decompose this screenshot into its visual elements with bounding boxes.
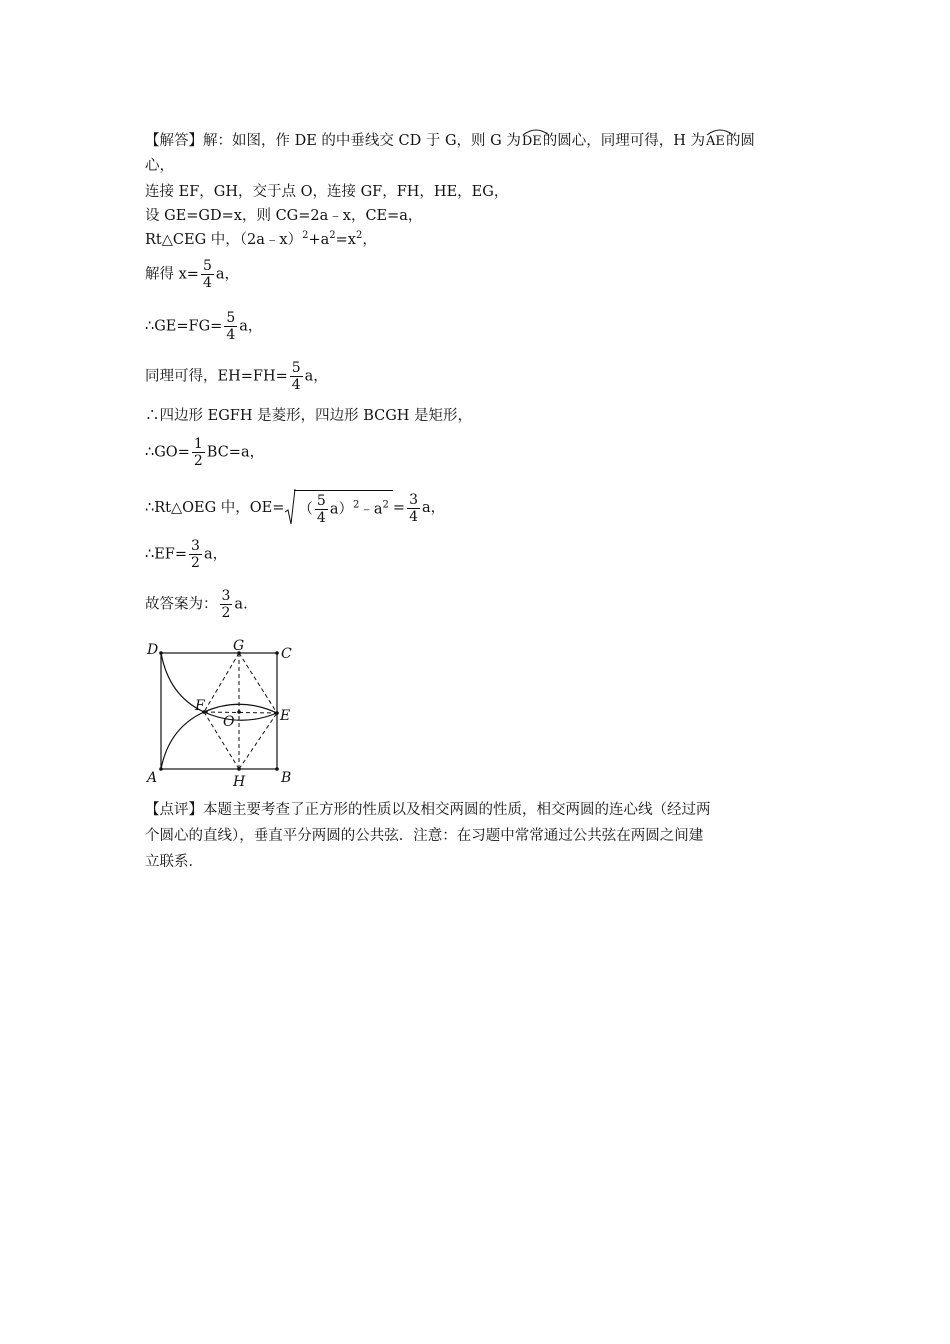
- solution-line-6: 解得 x= $\frac{5}{4}$ a，: [145, 258, 240, 291]
- label-h: H: [233, 774, 246, 790]
- fraction: $\frac{1}{2}$: [193, 436, 203, 469]
- arc-ae-curve: [161, 712, 204, 769]
- point-o: [237, 710, 241, 714]
- point-a: [159, 767, 163, 771]
- solution-line-7: ∴GE=FG= $\frac{5}{4}$ a，: [145, 310, 263, 343]
- text: 的圆: [725, 133, 755, 149]
- point-c: [275, 651, 279, 655]
- solution-line-8: 同理可得，EH=FH= $\frac{5}{4}$ a，: [145, 360, 328, 393]
- fraction: $\frac{5}{4}$: [202, 258, 212, 291]
- point-b: [275, 767, 279, 771]
- dashed-lines: [204, 653, 277, 769]
- label-b: B: [281, 770, 292, 786]
- fraction: $\frac{3}{4}$: [409, 491, 418, 525]
- point-h: [237, 767, 241, 771]
- point-e: [275, 711, 279, 715]
- comment-line-2: 个圆心的直线），垂直平分两圆的公共弦．注意：在习题中常常通过公共弦在两圆之间建: [145, 828, 704, 844]
- solution-line-1: [145, 126, 755, 152]
- square-abcd: [161, 653, 277, 769]
- label-c: C: [281, 646, 292, 662]
- square-root: （ $\frac{5}{4}$ $a)^2﹣a^2$: [284, 488, 392, 528]
- solution-line-4: 设 GE=GD=x，则 CG=2a﹣x，CE=a，: [145, 208, 423, 224]
- label-a: A: [147, 770, 158, 786]
- segment-gf: [204, 653, 239, 712]
- solution-line-5: Rt△CEG 中，$(2a﹣x)^2+a^2=x^2$，: [145, 230, 377, 248]
- label-f: F: [195, 698, 205, 714]
- comment-line-3: 立联系．: [145, 854, 203, 870]
- label-d: D: [147, 642, 159, 658]
- common-chord-arc-lower: [204, 712, 277, 720]
- points: [159, 651, 279, 771]
- solution-line-10: ∴GO= $\frac{1}{2}$ BC=a，: [145, 436, 265, 469]
- arc-de: DE: [521, 126, 543, 152]
- segment-he: [239, 713, 277, 769]
- text: 的圆心，同理可得，H 为: [542, 133, 706, 149]
- square-outline: [161, 653, 277, 769]
- fraction: $\frac{5}{4}$: [316, 493, 326, 526]
- fraction: $\frac{3}{2}$: [221, 588, 231, 621]
- solution-line-12: ∴EF= $\frac{3}{2}$ a，: [145, 538, 228, 571]
- fraction: $\frac{5}{4}$: [291, 360, 301, 393]
- point-d: [159, 651, 163, 655]
- arc-mark-icon: [705, 126, 735, 136]
- arc-mark-icon: [521, 126, 551, 136]
- fraction: $\frac{5}{4}$: [226, 310, 236, 343]
- label-o: O: [223, 714, 235, 730]
- solution-line-9: ∴四边形 EGFH 是菱形，四边形 BCGH 是矩形，: [145, 408, 473, 424]
- text: 【解答】解：如图，作 DE 的中垂线交 CD 于 G，则 G 为: [145, 133, 521, 149]
- comment-line-1: 【点评】本题主要考查了正方形的性质以及相交两圆的性质，相交两圆的连心线（经过两: [145, 802, 711, 818]
- label-e: E: [280, 708, 291, 724]
- solution-line-11: ∴Rt△OEG 中，OE= （ $\frac{5}{4}$ $a)^2﹣a^2$ = $\frac{3}{4}$ a，: [145, 488, 445, 528]
- fraction: $\frac{3}{2}$: [191, 538, 200, 571]
- solution-line-13: 故答案为： $\frac{3}{2}$ a.: [145, 588, 248, 621]
- geometry-figure: [145, 638, 305, 790]
- solution-line-3: 连接 EF，GH，交于点 O，连接 GF，FH，HE，EG，: [145, 184, 509, 200]
- solution-line-2: 心，: [145, 158, 174, 174]
- label-g: G: [233, 638, 245, 654]
- arc-ae: AE: [705, 126, 726, 152]
